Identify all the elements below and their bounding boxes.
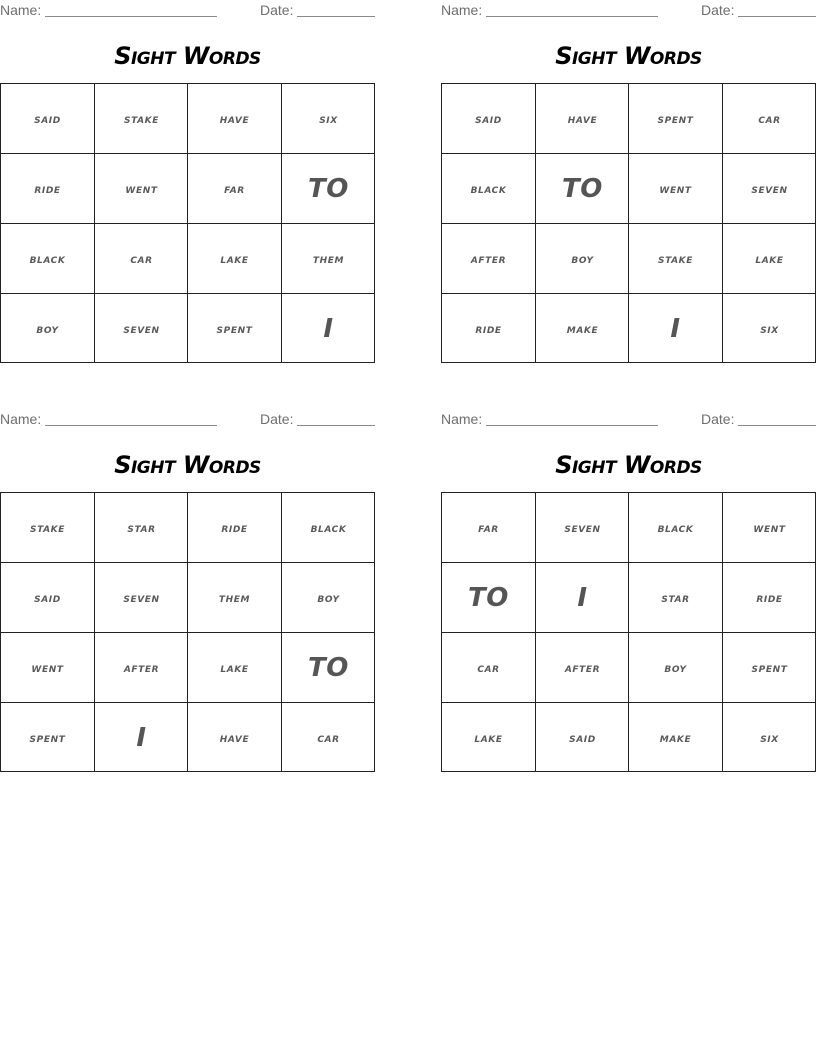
word-cell[interactable]: far — [478, 520, 499, 536]
word-grid — [441, 492, 816, 772]
name-date-row — [441, 409, 816, 431]
word-cell[interactable]: lake — [220, 251, 249, 267]
word-cell[interactable]: after — [123, 660, 160, 676]
word-cell[interactable]: car — [317, 730, 340, 746]
word-cell[interactable]: after — [470, 251, 507, 267]
word-cell[interactable]: star — [661, 590, 690, 606]
word-cell[interactable]: stake — [657, 251, 693, 267]
word-cell[interactable]: ride — [475, 321, 502, 337]
word-cell[interactable]: far — [224, 181, 245, 197]
date-label: Date: — [701, 411, 735, 427]
word-cell[interactable]: I — [136, 723, 147, 753]
word-cell[interactable]: spent — [657, 111, 694, 127]
word-cell[interactable]: car — [758, 111, 781, 127]
word-cell[interactable]: stake — [29, 520, 65, 536]
word-cell[interactable]: went — [659, 181, 692, 197]
name-field[interactable] — [486, 16, 658, 17]
word-grid — [0, 83, 375, 363]
word-cell[interactable]: seven — [123, 590, 160, 606]
word-cell[interactable]: six — [319, 111, 338, 127]
word-cell[interactable]: stake — [123, 111, 159, 127]
word-cell[interactable]: ride — [756, 590, 783, 606]
word-cell[interactable]: went — [31, 660, 64, 676]
word-cell[interactable]: them — [312, 251, 345, 267]
word-cell[interactable]: them — [218, 590, 251, 606]
word-cell[interactable]: went — [753, 520, 786, 536]
name-label: Name: — [0, 411, 42, 427]
word-grid — [441, 83, 816, 363]
bingo-card — [0, 409, 375, 789]
bingo-card — [441, 0, 816, 380]
date-label: Date: — [260, 411, 294, 427]
word-cell[interactable]: I — [577, 583, 588, 613]
word-cell[interactable]: boy — [36, 321, 59, 337]
card-title: Sight Words — [555, 42, 702, 70]
word-cell[interactable]: said — [475, 111, 502, 127]
word-cell[interactable]: black — [29, 251, 66, 267]
word-cell[interactable]: TO — [467, 583, 510, 613]
card-title: Sight Words — [114, 42, 261, 70]
word-cell[interactable]: spent — [216, 321, 253, 337]
word-cell[interactable]: ride — [34, 181, 61, 197]
name-field[interactable] — [486, 425, 658, 426]
word-cell[interactable]: have — [567, 111, 598, 127]
word-cell[interactable]: lake — [474, 730, 503, 746]
word-cell[interactable]: TO — [307, 174, 350, 204]
word-cell[interactable]: have — [219, 111, 250, 127]
word-cell[interactable]: black — [310, 520, 347, 536]
word-cell[interactable]: lake — [755, 251, 784, 267]
name-label: Name: — [0, 2, 42, 18]
date-field[interactable] — [738, 16, 816, 17]
word-cell[interactable]: lake — [220, 660, 249, 676]
word-cell[interactable]: said — [569, 730, 596, 746]
word-cell[interactable]: I — [670, 314, 681, 344]
date-field[interactable] — [297, 425, 375, 426]
word-cell[interactable]: boy — [317, 590, 340, 606]
name-date-row — [441, 0, 816, 22]
word-cell[interactable]: black — [470, 181, 507, 197]
word-cell[interactable]: after — [564, 660, 601, 676]
word-cell[interactable]: said — [34, 590, 61, 606]
word-cell[interactable]: black — [657, 520, 694, 536]
word-cell[interactable]: ride — [221, 520, 248, 536]
bingo-card — [441, 409, 816, 789]
word-cell[interactable]: make — [566, 321, 599, 337]
word-cell[interactable]: boy — [664, 660, 687, 676]
bingo-card — [0, 0, 375, 380]
name-field[interactable] — [45, 16, 217, 17]
card-title: Sight Words — [114, 451, 261, 479]
name-date-row — [0, 0, 375, 22]
word-cell[interactable]: TO — [307, 653, 350, 683]
word-cell[interactable]: star — [127, 520, 156, 536]
word-grid — [0, 492, 375, 772]
name-label: Name: — [441, 2, 483, 18]
name-field[interactable] — [45, 425, 217, 426]
name-label: Name: — [441, 411, 483, 427]
word-cell[interactable]: have — [219, 730, 250, 746]
word-cell[interactable]: spent — [29, 730, 66, 746]
word-cell[interactable]: seven — [751, 181, 788, 197]
word-cell[interactable]: car — [477, 660, 500, 676]
word-cell[interactable]: car — [130, 251, 153, 267]
word-cell[interactable]: six — [760, 730, 779, 746]
word-cell[interactable]: six — [760, 321, 779, 337]
date-label: Date: — [701, 2, 735, 18]
word-cell[interactable]: seven — [123, 321, 160, 337]
word-cell[interactable]: spent — [751, 660, 788, 676]
date-label: Date: — [260, 2, 294, 18]
word-cell[interactable]: make — [659, 730, 692, 746]
word-cell[interactable]: seven — [564, 520, 601, 536]
word-cell[interactable]: went — [125, 181, 158, 197]
word-cell[interactable]: boy — [571, 251, 594, 267]
word-cell[interactable]: said — [34, 111, 61, 127]
date-field[interactable] — [738, 425, 816, 426]
card-title: Sight Words — [555, 451, 702, 479]
word-cell[interactable]: TO — [561, 174, 604, 204]
word-cell[interactable]: I — [323, 314, 334, 344]
name-date-row — [0, 409, 375, 431]
date-field[interactable] — [297, 16, 375, 17]
